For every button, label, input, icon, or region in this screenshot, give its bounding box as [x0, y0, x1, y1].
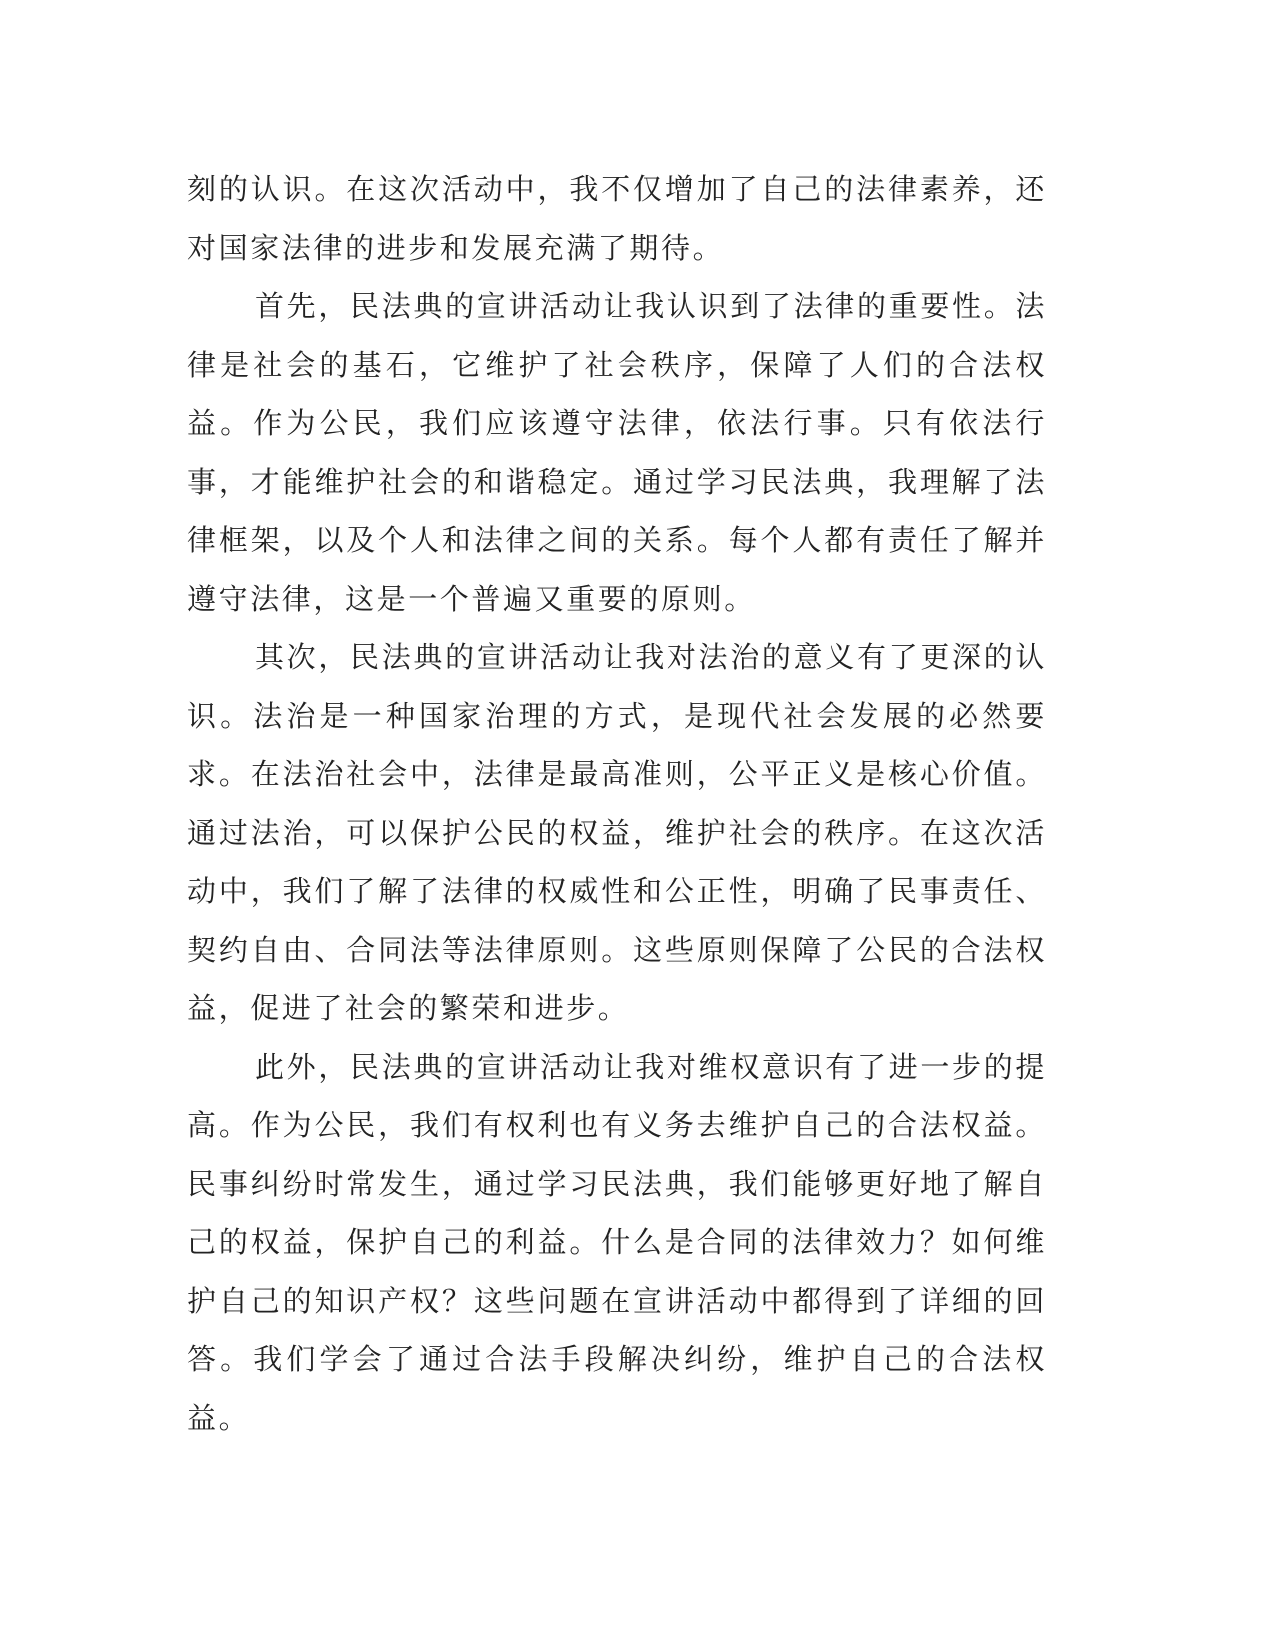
paragraph-rights-awareness: 此外，民法典的宣讲活动让我对维权意识有了进一步的提高。作为公民，我们有权利也有义务去维护自己的合法权益。民事纠纷时常发生，通过学习民法典，我们能够更好地了解自己的权益，保护自己的利益。什么是合同的法律效力？如何维护自己的知识产权？这些问题在宣讲活动中都得到了详细的回答。我们学会了通过合法手段解决纠纷，维护自己的合法权益。 [187, 1049, 1047, 1435]
paragraph-rule-of-law: 其次，民法典的宣讲活动让我对法治的意义有了更深的认识。法治是一种国家治理的方式，是现代社会发展的必然要求。在法治社会中，法律是最高准则，公平正义是核心价值。通过法治，可以保护公民的权益，维护社会的秩序。在这次活动中，我们了解了法律的权威性和公正性，明确了民事责任、契约自由、合同法等法律原则。这些原则保障了公民的合法权益，促进了社会的繁荣和进步。 [187, 640, 1047, 1025]
paragraph-importance-of-law: 首先，民法典的宣讲活动让我认识到了法律的重要性。法律是社会的基石，它维护了社会秩序，保障了人们的合法权益。作为公民，我们应该遵守法律，依法行事。只有依法行事，才能维护社会的和谐稳定。通过学习民法典，我理解了法律框架，以及个人和法律之间的关系。每个人都有责任了解并遵守法律，这是一个普遍又重要的原则。 [187, 289, 1047, 616]
paragraph-continuation: 刻的认识。在这次活动中，我不仅增加了自己的法律素养，还对国家法律的进步和发展充满了期待。 [187, 172, 1047, 265]
document-body [187, 160, 1047, 1447]
